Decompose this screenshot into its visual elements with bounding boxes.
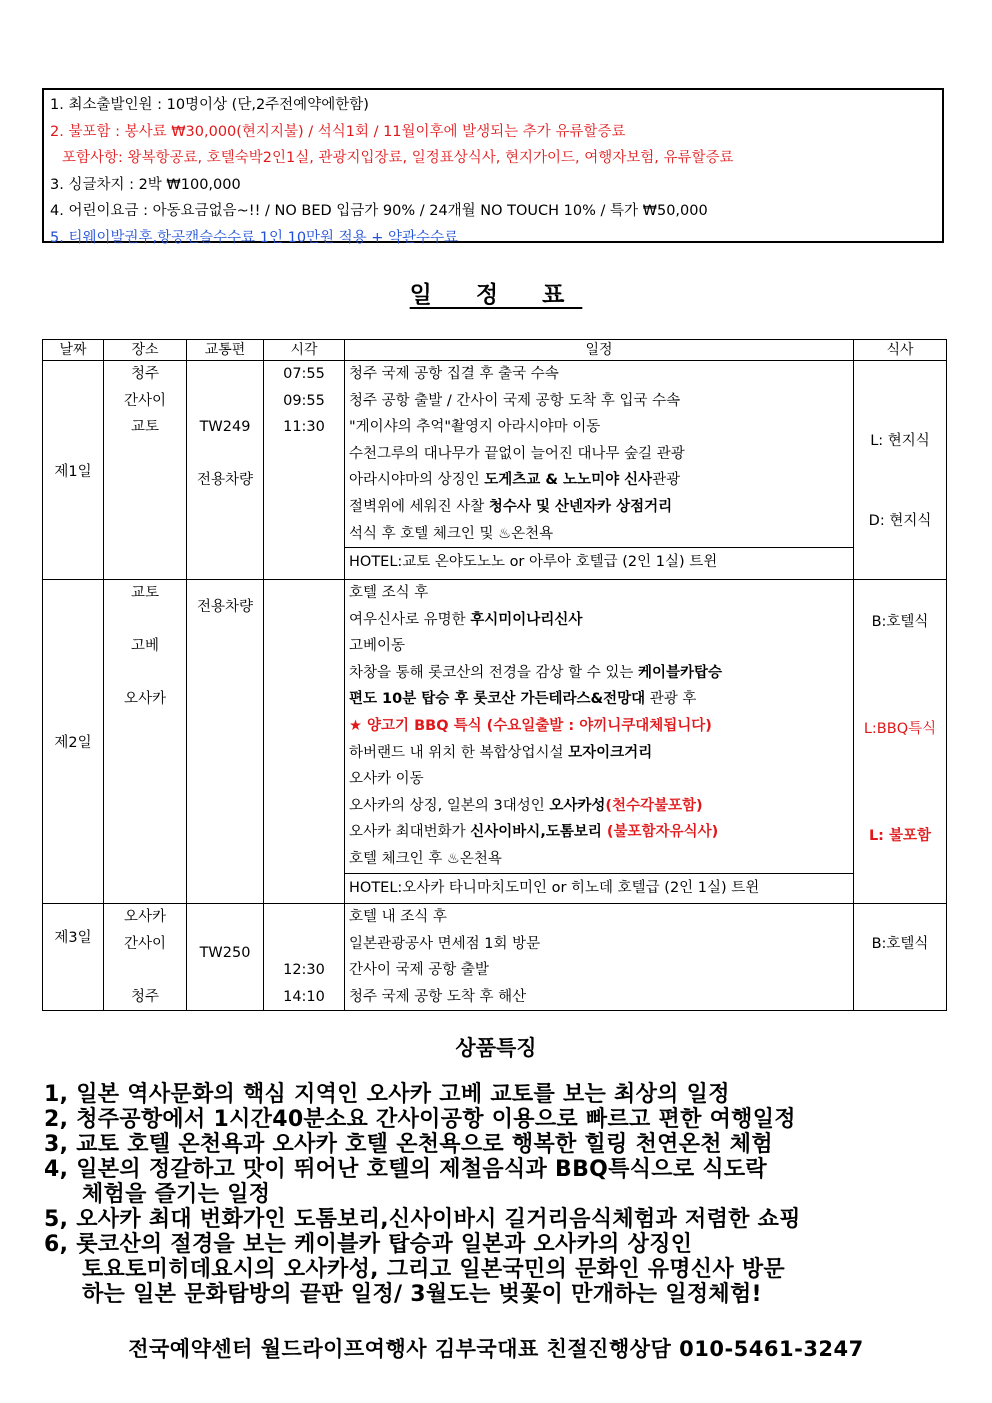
day1-label: 제1일 bbox=[43, 361, 104, 580]
day2-places bbox=[104, 580, 187, 904]
header-date: 날짜 bbox=[43, 340, 104, 361]
schedule-line: ★ 양고기 BBQ 특식 (수요일출발 : 야끼니쿠대체됩니다) bbox=[349, 717, 712, 734]
schedule-line: 청주 국제 공항 도착 후 해산 bbox=[349, 988, 527, 1005]
day1-schedule bbox=[345, 361, 854, 580]
transport-vehicle: 전용차량 bbox=[196, 472, 254, 489]
condition-included: 포함사항: 왕복항공료, 호텔숙박2인1실, 관광지입장료, 일정표상식사, 현지가이드, 여행자보험, 유류할증료 bbox=[62, 150, 734, 167]
day2-row bbox=[43, 580, 947, 904]
schedule-line: 오사카의 상징, 일본의 3대성인 오사카성(천수각불포함) bbox=[349, 797, 703, 814]
place: 청주 bbox=[130, 988, 159, 1005]
time: 12:30 bbox=[283, 962, 325, 978]
feature-item-continued: 하는 일본 문화탐방의 끝판 일정/ 3월도는 벚꽃이 만개하는 일정체험! bbox=[82, 1282, 762, 1307]
features-list bbox=[44, 1082, 964, 1307]
day1-times bbox=[264, 361, 345, 580]
day1-meals bbox=[854, 361, 947, 580]
time: 14:10 bbox=[283, 988, 325, 1005]
place: 고베 bbox=[130, 638, 159, 655]
day1-row bbox=[43, 361, 947, 580]
schedule-line: 호텔 조식 후 bbox=[349, 585, 429, 601]
day3-places bbox=[104, 904, 187, 1011]
day2-label: 제2일 bbox=[43, 580, 104, 904]
place: 간사이 bbox=[123, 392, 167, 409]
header-time: 시각 bbox=[264, 340, 345, 361]
day2-schedule bbox=[345, 580, 854, 904]
schedule-line: 호텔 체크인 후 ♨온천욕 bbox=[349, 850, 502, 867]
feature-item: 5, 오사카 최대 번화가인 도톰보리,신사이바시 길거리음식체험과 저렴한 쇼핑 bbox=[44, 1207, 801, 1232]
schedule-line: 아라시야마의 상징인 도게츠교 & 노노미야 신사관광 bbox=[349, 472, 681, 489]
meal: L: 현지식 bbox=[870, 433, 930, 449]
day1-transport bbox=[187, 361, 264, 580]
feature-item-continued: 체험을 즐기는 일정 bbox=[82, 1182, 271, 1207]
schedule-line: "게이샤의 추억"촬영지 아라시야마 이동 bbox=[349, 419, 601, 436]
day3-times bbox=[264, 904, 345, 1011]
features-title: 상품특징 bbox=[455, 1036, 537, 1060]
schedule-line: 청주 국제 공항 집결 후 출국 수속 bbox=[349, 366, 559, 382]
header-schedule: 일정 bbox=[345, 340, 854, 361]
day3-transport bbox=[187, 904, 264, 1011]
place: 교토 bbox=[130, 419, 159, 436]
place: 간사이 bbox=[123, 935, 167, 952]
day1-hotel: HOTEL:교토 온야도노노 or 아루아 호텔급 (2인 1실) 트윈 bbox=[345, 547, 853, 576]
condition-child-fee: 4. 어린이요금 : 아동요금없음~!! / NO BED 입금가 90% / 24개월 NO TOUCH 10% / 특가 ₩50,000 bbox=[50, 203, 708, 220]
contact-footer: 전국예약센터 월드라이프여행사 김부국대표 친절진행상담 010-5461-3247 bbox=[128, 1337, 864, 1361]
feature-item: 4, 일본의 정갈하고 맛이 뛰어난 호텔의 제철음식과 BBQ특식으로 식도락 bbox=[44, 1157, 767, 1182]
day3-meals bbox=[854, 904, 947, 1011]
meal: L: 불포함 bbox=[868, 828, 932, 844]
day2-transport bbox=[187, 580, 264, 904]
schedule-line: 청주 공항 출발 / 간사이 국제 공항 도착 후 입국 수속 bbox=[349, 392, 681, 409]
day1-places bbox=[104, 361, 187, 580]
place: 오사카 bbox=[123, 909, 167, 925]
condition-not-included: 2. 불포함 : 봉사료 ₩30,000(현지지불) / 석식1회 / 11월이후에 발생되는 추가 유류할증료 bbox=[50, 123, 626, 140]
schedule-line: 석식 후 호텔 체크인 및 ♨온천욕 bbox=[349, 525, 554, 542]
flight-number: TW250 bbox=[199, 945, 251, 961]
day3-label: 제3일 bbox=[43, 904, 104, 1011]
condition-cancel-fee: 5. 티웨이발권후,항공캔슬수수료 1인 10만원 적용 + 약관수수료 bbox=[50, 229, 459, 246]
feature-item-continued: 토요토미히데요시의 오사카성, 그리고 일본국민의 문화인 유명신사 방문 bbox=[82, 1257, 785, 1282]
schedule-line: 일본관광공사 면세점 1회 방문 bbox=[349, 935, 541, 952]
schedule-line: 여우신사로 유명한 후시미이나리신사 bbox=[349, 611, 583, 628]
meal: B:호텔식 bbox=[871, 936, 929, 952]
schedule-line: 하버랜드 내 위치 한 복합상업시설 모자이크거리 bbox=[349, 744, 653, 761]
transport-vehicle: 전용차량 bbox=[196, 599, 254, 615]
place: 교토 bbox=[130, 585, 159, 601]
meal: B:호텔식 bbox=[871, 614, 929, 630]
schedule-line: 오사카 이동 bbox=[349, 771, 424, 788]
schedule-table bbox=[42, 339, 947, 1011]
header-meal: 식사 bbox=[854, 340, 947, 361]
time: 09:55 bbox=[283, 392, 325, 409]
schedule-line: 간사이 국제 공항 출발 bbox=[349, 962, 489, 979]
schedule-line: 절벽위에 세워진 사찰 청수사 및 산넨자카 상점거리 bbox=[349, 498, 673, 515]
feature-item: 1, 일본 역사문화의 핵심 지역인 오사카 고베 교토를 보는 최상의 일정 bbox=[44, 1082, 730, 1107]
day2-meals bbox=[854, 580, 947, 904]
day3-schedule bbox=[345, 904, 854, 1011]
day3-row bbox=[43, 904, 947, 1011]
condition-single-charge: 3. 싱글차지 : 2박 ₩100,000 bbox=[50, 176, 241, 193]
meal: D: 현지식 bbox=[868, 513, 932, 529]
condition-min-people: 1. 최소출발인원 : 10명이상 (단,2주전예약에한함) bbox=[50, 97, 369, 113]
meal: L:BBQ특식 bbox=[863, 721, 937, 737]
header-transport: 교통편 bbox=[187, 340, 264, 361]
day2-hotel: HOTEL:오사카 타니마치도미인 or 히노데 호텔급 (2인 1실) 트윈 bbox=[345, 873, 853, 902]
flight-number: TW249 bbox=[199, 419, 251, 436]
feature-item: 3, 교토 호텔 온천욕과 오사카 호텔 온천욕으로 행복한 힐링 천연온천 체험 bbox=[44, 1132, 773, 1157]
time: 07:55 bbox=[283, 366, 325, 382]
schedule-line: 오사카 최대번화가 신사이바시,도톰보리 (불포함자유식사) bbox=[349, 824, 719, 841]
schedule-title: 일 정 표 bbox=[409, 282, 583, 308]
schedule-line: 차창을 통해 롯코산의 전경을 감상 할 수 있는 케이블카탑승 bbox=[349, 664, 723, 681]
feature-item: 6, 롯코산의 절경을 보는 케이블카 탑승과 일본과 오사카의 상징인 bbox=[44, 1232, 693, 1257]
schedule-line: 수천그루의 대나무가 끝없이 늘어진 대나무 숲길 관광 bbox=[349, 445, 685, 462]
header-place: 장소 bbox=[104, 340, 187, 361]
day2-times bbox=[264, 580, 345, 904]
place: 청주 bbox=[130, 366, 159, 382]
feature-item: 2, 청주공항에서 1시간40분소요 간사이공항 이용으로 빠르고 편한 여행일정 bbox=[44, 1107, 796, 1132]
schedule-line: 편도 10분 탑승 후 롯코산 가든테라스&전망대 관광 후 bbox=[349, 691, 697, 708]
place: 오사카 bbox=[123, 691, 167, 708]
time: 11:30 bbox=[283, 419, 325, 436]
conditions-box bbox=[42, 88, 944, 246]
schedule-line: 호텔 내 조식 후 bbox=[349, 909, 447, 925]
schedule-line: 고베이동 bbox=[349, 638, 406, 655]
